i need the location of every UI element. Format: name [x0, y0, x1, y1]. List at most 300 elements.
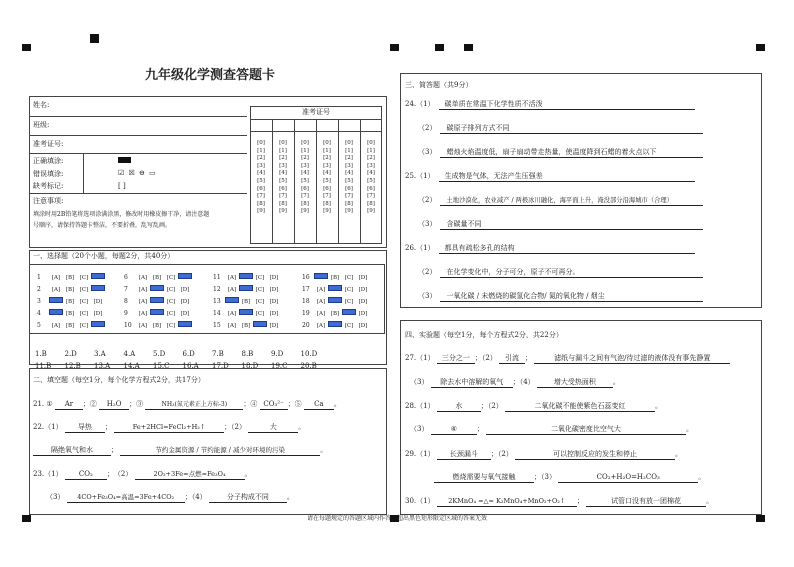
choice-bubble[interactable]: [A]: [51, 323, 61, 329]
exam-id-digit[interactable]: [2]: [301, 155, 309, 162]
exam-id-column: [297, 140, 313, 216]
question-number: （2）: [418, 124, 437, 132]
registration-mark: [390, 44, 399, 51]
class-label: 班级:: [33, 121, 50, 129]
exam-id-digit[interactable]: [9]: [345, 208, 353, 215]
choice-row: [302, 297, 370, 306]
exam-id-digit[interactable]: [4]: [323, 170, 331, 177]
choice-bubble[interactable]: [A]: [138, 323, 148, 329]
choice-bubble[interactable]: [B]: [65, 275, 75, 281]
q23-line2: （3） 4CO+Fe₃O₄=高温=3Fe+4CO₂ ；（4） 分子构成不同 。: [46, 493, 294, 501]
exam-id-digit[interactable]: [7]: [323, 193, 331, 200]
choice-bubble[interactable]: [C]: [166, 299, 176, 305]
choice-bubble[interactable]: [C]: [79, 287, 89, 293]
absent-label: 缺考标记:: [33, 182, 64, 190]
question-number: 15: [213, 322, 221, 329]
choice-row: [124, 309, 192, 318]
choice-bubble[interactable]: [B]: [152, 323, 162, 329]
question-number: 7: [124, 286, 128, 293]
exam-id-digit[interactable]: [3]: [367, 162, 375, 169]
answer-field[interactable]: 可以控制反应的发生和停止: [515, 450, 675, 460]
choice-bubble[interactable]: [D]: [269, 275, 279, 281]
answer-key: 10.D: [300, 350, 318, 358]
choice-bubble[interactable]: [D]: [358, 311, 368, 317]
exam-id-column: [319, 140, 335, 216]
question-number: 12: [213, 286, 221, 293]
answer-field[interactable]: 碳原子排列方式不同: [440, 124, 703, 134]
choice-bubble[interactable]: [B]: [65, 299, 75, 305]
choice-bubble[interactable]: [150, 309, 164, 315]
choice-bubble[interactable]: [C]: [79, 299, 89, 305]
choice-bubble[interactable]: [C]: [255, 299, 265, 305]
choice-bubble[interactable]: [A]: [138, 275, 148, 281]
q28-line2: （3） ④ ； 二氧化碳密度比空气大 。: [410, 425, 693, 433]
exam-id-digit[interactable]: [1]: [301, 147, 309, 154]
choice-bubble[interactable]: [C]: [166, 275, 176, 281]
exam-id-digit[interactable]: [0]: [301, 140, 309, 146]
answer-field[interactable]: 碳单质在常温下化学性质不活泼: [439, 100, 695, 110]
question-number: （3）: [418, 292, 437, 300]
q27-line2: （3） 除去水中溶解的氧气 ；（4） 增大受热面积 。: [410, 378, 620, 386]
choice-row: [302, 309, 370, 318]
exam-id-digit[interactable]: [7]: [279, 193, 287, 200]
answer-field[interactable]: 生成物是气体，无法产生压强差: [439, 172, 695, 182]
exam-id-digit[interactable]: [5]: [323, 177, 331, 184]
notice-text: 填涂时用2B铅笔将选项涂满涂黑，修改时用橡皮擦干净，请注意题: [33, 211, 210, 218]
exam-id-digit[interactable]: [9]: [301, 208, 309, 215]
answer-key: 12.B: [64, 362, 81, 370]
choice-bubble[interactable]: [A]: [138, 299, 148, 305]
exam-id-digit[interactable]: [1]: [257, 147, 265, 154]
section-3-title: 三、简答题（共9分）: [405, 81, 473, 89]
registration-mark: [756, 44, 765, 51]
exam-id-digit[interactable]: [8]: [301, 200, 309, 207]
choice-bubble[interactable]: [D]: [93, 299, 103, 305]
section-4-title: 四、实验题（每空1分，每个方程式2分，共22分）: [405, 331, 563, 339]
choice-row: [124, 321, 192, 330]
choice-bubble[interactable]: [D]: [358, 275, 368, 281]
question-number: 17: [302, 286, 310, 293]
exam-id-digit[interactable]: [1]: [367, 147, 375, 154]
question-number: 20: [302, 322, 310, 329]
answer-field[interactable]: 蜡烛火焰温度低，扇子扇动带走热量，使温度降到石蜡的着火点以下: [440, 148, 703, 158]
exam-id-digit[interactable]: [9]: [367, 208, 375, 215]
answer-field[interactable]: 二氧化碳不能使紫色石蕊变红: [505, 402, 655, 412]
choice-bubble[interactable]: [D]: [358, 287, 368, 293]
choice-row: [124, 297, 192, 306]
exam-id-digit[interactable]: [8]: [345, 200, 353, 207]
exam-id-digit[interactable]: [5]: [345, 177, 353, 184]
question-number: 26.（1）: [405, 244, 435, 252]
choice-bubble[interactable]: [91, 285, 105, 291]
registration-mark: [90, 34, 99, 43]
choice-bubble[interactable]: [C]: [166, 287, 176, 293]
choice-bubble[interactable]: [49, 297, 63, 303]
exam-id-digit[interactable]: [1]: [279, 147, 287, 154]
exam-id-digit[interactable]: [4]: [257, 170, 265, 177]
choice-bubble[interactable]: [A]: [316, 311, 326, 317]
question-number: 11: [213, 274, 221, 281]
q22-line2: 隔绝氧气和水 ； 节约金属资源 / 节约能源 / 减少对环境的污染 。: [33, 446, 327, 456]
question-number: （3）: [418, 220, 437, 228]
choice-bubble[interactable]: [178, 273, 192, 279]
question-number: （3）: [418, 148, 437, 156]
choice-bubble[interactable]: [D]: [269, 311, 279, 317]
question-number: 10: [124, 322, 132, 329]
choice-row: [124, 285, 192, 294]
choice-bubble[interactable]: [150, 297, 164, 303]
choice-bubble[interactable]: [328, 285, 342, 291]
question-number: 18: [302, 298, 310, 305]
choice-bubble[interactable]: [D]: [358, 323, 368, 329]
answer-field[interactable]: Ar: [55, 400, 83, 410]
choice-bubble[interactable]: [328, 297, 342, 303]
question-number: 3: [37, 298, 41, 305]
choice-bubble[interactable]: [A]: [51, 275, 61, 281]
q27: 27.（1） 三分之一 ；（2） 引流 ； 滤纸与漏斗之间有气泡/待过滤的液体没有事先静置: [405, 354, 730, 364]
exam-id-digit[interactable]: [7]: [257, 193, 265, 200]
question-number: 1: [37, 274, 41, 281]
short-answer-line: [418, 220, 703, 230]
exam-id-digit[interactable]: [9]: [257, 208, 265, 215]
short-answer-line: [405, 100, 695, 110]
choice-row: [302, 321, 370, 330]
question-number: 6: [124, 274, 128, 281]
exam-id-digit[interactable]: [0]: [323, 140, 331, 146]
choice-bubble[interactable]: [A]: [227, 275, 237, 281]
answer-field[interactable]: CO₂: [65, 470, 107, 480]
registration-mark: [22, 44, 31, 51]
choice-row: [213, 273, 281, 282]
exam-id-digit[interactable]: [8]: [323, 200, 331, 207]
answer-key: 5.D: [153, 350, 166, 358]
answer-field[interactable]: Fe+2HCl=FeCl₂+H₂↑: [114, 423, 224, 433]
exam-id-digit[interactable]: [4]: [345, 170, 353, 177]
q29-line2: 燃烧需要与氧气接触 ；（3） CO₂+H₂O=H₂CO₃ 。: [434, 473, 705, 483]
answer-key: 14.A: [123, 362, 140, 370]
choice-row: [37, 321, 105, 330]
choice-bubble[interactable]: [A]: [227, 323, 237, 329]
answer-field[interactable]: 2KMnO₄ =△= K₂MnO₄+MnO₂+O₂↑: [437, 497, 577, 507]
exam-id-column: [363, 140, 379, 216]
footer-note: 请在每题规定的答题区域内作答，超出黑色矩形限定区域的答案无效: [306, 515, 487, 522]
wrong-fill-samples: ☑ ☒ ⊖ ▭: [118, 169, 157, 177]
exam-id-digit[interactable]: [3]: [323, 162, 331, 169]
answer-field[interactable]: 二氧化碳密度比空气大: [486, 425, 686, 435]
exam-id-digit[interactable]: [8]: [367, 200, 375, 207]
choice-row: [213, 297, 281, 306]
exam-id-digit[interactable]: [4]: [301, 170, 309, 177]
answer-field[interactable]: 土地沙漠化，农业减产 / 两极冰川融化，海平面上升，淹没部分沿海城市（合理）: [440, 196, 703, 206]
choice-bubble[interactable]: [C]: [344, 299, 354, 305]
exam-id-digit[interactable]: [9]: [323, 208, 331, 215]
answer-field[interactable]: 导热: [65, 423, 105, 433]
choice-bubble[interactable]: [D]: [269, 299, 279, 305]
question-number: 19: [302, 310, 310, 317]
question-number: 2: [37, 286, 41, 293]
choice-bubble[interactable]: [D]: [93, 311, 103, 317]
choice-bubble[interactable]: [B]: [152, 275, 162, 281]
short-answer-line: [418, 148, 703, 158]
exam-id-column: [275, 140, 291, 216]
choice-bubble[interactable]: [C]: [166, 311, 176, 317]
choice-bubble[interactable]: [253, 321, 267, 327]
answer-field[interactable]: 增大受热面积: [537, 378, 613, 388]
choice-bubble[interactable]: [B]: [65, 323, 75, 329]
answer-field[interactable]: 引流: [499, 354, 525, 364]
short-answer-line: [405, 172, 695, 182]
answer-key: 18.D: [241, 362, 259, 370]
answer-field[interactable]: 除去水中溶解的氧气: [431, 378, 513, 388]
choice-bubble[interactable]: [49, 309, 63, 315]
choice-bubble[interactable]: [D]: [358, 299, 368, 305]
answer-key: 6.D: [182, 350, 195, 358]
answer-key: 13.A: [94, 362, 111, 370]
question-number: 14: [213, 310, 221, 317]
choice-bubble[interactable]: [B]: [330, 311, 340, 317]
choice-bubble[interactable]: [91, 273, 105, 279]
choice-bubble[interactable]: [C]: [344, 287, 354, 293]
answer-field[interactable]: 长颈漏斗: [437, 450, 491, 460]
choice-bubble[interactable]: [150, 285, 164, 291]
answer-field[interactable]: 在化学变化中，分子可分，原子不可再分。: [440, 268, 703, 278]
short-answer-line: [418, 124, 703, 134]
choice-bubble[interactable]: [A]: [316, 323, 326, 329]
exam-id-digit[interactable]: [2]: [279, 155, 287, 162]
answer-field[interactable]: Ca: [304, 400, 334, 410]
choice-row: [37, 297, 105, 306]
choice-bubble[interactable]: [A]: [51, 287, 61, 293]
answer-field[interactable]: 滤纸与漏斗之间有气泡/待过滤的液体没有事先静置: [534, 354, 730, 364]
answer-field[interactable]: ④: [431, 425, 477, 435]
answer-key: 11.B: [35, 362, 52, 370]
question-number: （2）: [418, 268, 437, 276]
answer-key: 19.C: [271, 362, 288, 370]
answer-field[interactable]: 燃烧需要与氧气接触: [434, 473, 534, 483]
exam-id-digit[interactable]: [2]: [257, 155, 265, 162]
answer-field[interactable]: CO₂+H₂O=H₂CO₃: [558, 473, 698, 483]
choice-bubble[interactable]: [C]: [344, 275, 354, 281]
choice-bubble[interactable]: [B]: [65, 311, 75, 317]
choice-bubble[interactable]: [178, 321, 192, 327]
answer-field[interactable]: 一氧化碳 / 未燃烧的碳氢化合物/ 氮的氧化物 / 烟尘: [440, 292, 703, 302]
exam-id-digit[interactable]: [2]: [323, 155, 331, 162]
exam-id-digit[interactable]: [0]: [345, 140, 353, 146]
answer-field[interactable]: 4CO+Fe₃O₄=高温=3Fe+4CO₂: [67, 493, 185, 503]
choice-bubble[interactable]: [239, 273, 253, 279]
question-number: 8: [124, 298, 128, 305]
exam-id-digit[interactable]: [1]: [323, 147, 331, 154]
answer-field[interactable]: H₂O: [99, 400, 129, 410]
exam-id-digit[interactable]: [6]: [257, 185, 265, 192]
exam-id-digit[interactable]: [5]: [279, 177, 287, 184]
exam-id-digit[interactable]: [8]: [279, 200, 287, 207]
exam-id-digit[interactable]: [5]: [301, 177, 309, 184]
question-number: 13: [213, 298, 221, 305]
exam-id-digit[interactable]: [2]: [367, 155, 375, 162]
name-label: 姓名:: [33, 101, 50, 109]
answer-field[interactable]: NH₃(氮元素正上方标-3): [145, 400, 243, 410]
choice-bubble[interactable]: [239, 309, 253, 315]
short-answer-line: [418, 292, 703, 302]
answer-field[interactable]: 水: [437, 402, 481, 412]
choice-row: [302, 285, 370, 294]
exam-id-column: [341, 140, 357, 216]
notice-text: 号顺序，请保持答题卡整洁，不要折叠，乱写乱画。: [33, 222, 172, 229]
q21: 21. ① Ar ；② H₂O ；③ NH₃(氮元素正上方标-3) ；④ CO₃²⁻ ；⑤ Ca 。: [33, 400, 341, 408]
choice-bubble[interactable]: [C]: [79, 311, 89, 317]
choice-bubble[interactable]: [314, 273, 328, 279]
correct-fill-sample: [118, 157, 131, 163]
choice-row: [37, 285, 105, 294]
choice-bubble[interactable]: [D]: [180, 299, 190, 305]
section-4-panel: [400, 320, 762, 515]
answer-field[interactable]: 都具有疏松多孔的结构: [439, 244, 695, 254]
choice-row: [302, 273, 370, 282]
exam-id-digit[interactable]: [1]: [345, 147, 353, 154]
exam-id-digit[interactable]: [0]: [367, 140, 375, 146]
q28: 28.（1） 水 ；（2） 二氧化碳不能使紫色石蕊变红 。: [405, 402, 663, 410]
absent-checkbox[interactable]: [ ]: [118, 182, 126, 190]
answer-field[interactable]: 分子构成不同: [209, 493, 287, 503]
exam-id-digit[interactable]: [6]: [301, 185, 309, 192]
question-number: 16: [302, 274, 310, 281]
answer-field[interactable]: 试管口没有放一团棉花: [586, 497, 706, 507]
choice-bubble[interactable]: [C]: [79, 323, 89, 329]
exam-id-digit[interactable]: [6]: [345, 185, 353, 192]
exam-id-digit[interactable]: [7]: [367, 193, 375, 200]
exam-id-digit[interactable]: [6]: [323, 185, 331, 192]
answer-field[interactable]: 含碳量不同: [440, 220, 703, 230]
choice-row: [37, 273, 105, 282]
answer-field[interactable]: 节约金属资源 / 节约能源 / 减少对环境的污染: [120, 446, 320, 456]
section-2-title: 二、填空题（每空1分，每个化学方程式2分，共17分）: [33, 376, 205, 384]
choice-bubble[interactable]: [A]: [316, 299, 326, 305]
q30: 30.（1） 2KMnO₄ =△= K₂MnO₄+MnO₂+O₂↑ ； 试管口没有放一团棉花 。: [405, 497, 714, 505]
choice-bubble[interactable]: [225, 297, 239, 303]
choice-bubble[interactable]: [B]: [65, 287, 75, 293]
answer-field[interactable]: 三分之一: [437, 354, 475, 364]
choice-bubble[interactable]: [C]: [166, 323, 176, 329]
choice-bubble[interactable]: [B]: [241, 299, 251, 305]
exam-id-digit[interactable]: [4]: [367, 170, 375, 177]
exam-id-title: 准考证号: [302, 108, 330, 116]
question-number: 25.（1）: [405, 172, 435, 180]
exam-id-digit[interactable]: [5]: [367, 177, 375, 184]
wrong-fill-label: 错误填涂:: [33, 170, 64, 178]
choice-bubble[interactable]: [D]: [180, 287, 190, 293]
exam-id-digit[interactable]: [0]: [257, 140, 265, 146]
answer-field[interactable]: 大: [248, 423, 298, 433]
page-title: 九年级化学测查答题卡: [144, 68, 275, 83]
answer-key: 17.D: [212, 362, 229, 370]
answer-key: 7.B: [212, 350, 224, 358]
exam-id-digit[interactable]: [2]: [345, 155, 353, 162]
exam-id-digit[interactable]: [8]: [257, 200, 265, 207]
choice-bubble[interactable]: [D]: [180, 311, 190, 317]
exam-id-digit[interactable]: [6]: [279, 185, 287, 192]
choice-bubble[interactable]: [A]: [138, 311, 148, 317]
answer-key: 15.C: [153, 362, 170, 370]
exam-id-digit[interactable]: [7]: [301, 193, 309, 200]
choice-row: [213, 285, 281, 294]
choice-bubble[interactable]: [C]: [255, 287, 265, 293]
choice-bubble[interactable]: [D]: [269, 323, 279, 329]
choice-bubble[interactable]: [C]: [255, 275, 265, 281]
notice-title: 注意事项:: [33, 197, 64, 205]
choice-bubble[interactable]: [C]: [79, 275, 89, 281]
exam-id-digit[interactable]: [4]: [279, 170, 287, 177]
choice-row: [37, 309, 105, 318]
choice-bubble[interactable]: [A]: [316, 287, 326, 293]
short-answer-line: [405, 244, 695, 254]
answer-key: 3.A: [94, 350, 106, 358]
registration-mark: [464, 44, 473, 51]
short-answer-line: [418, 268, 703, 278]
q22: 22.（1） 导热 ； Fe+2HCl=FeCl₂+H₂↑ ；（2） 大 。: [33, 423, 306, 431]
question-number: 9: [124, 310, 128, 317]
registration-mark: [435, 44, 444, 51]
exam-id-digit[interactable]: [3]: [257, 162, 265, 169]
section-1-title: 一、选择题（20个小题，每题2分，共40分）: [33, 252, 175, 260]
exam-id-digit[interactable]: [9]: [279, 208, 287, 215]
answer-key: 20.B: [300, 362, 317, 370]
choice-bubble[interactable]: [B]: [330, 275, 340, 281]
choice-bubble[interactable]: [91, 321, 105, 327]
choice-bubble[interactable]: [342, 309, 356, 315]
question-number: 4: [37, 310, 41, 317]
choice-bubble[interactable]: [A]: [227, 311, 237, 317]
choice-bubble[interactable]: [C]: [255, 311, 265, 317]
exam-id-digit[interactable]: [0]: [279, 140, 287, 146]
choice-bubble[interactable]: [A]: [138, 287, 148, 293]
question-number: 24.（1）: [405, 100, 435, 108]
choice-bubble[interactable]: [B]: [241, 323, 251, 329]
choice-bubble[interactable]: [239, 285, 253, 291]
question-number: （2）: [418, 196, 437, 204]
correct-fill-label: 正确填涂:: [33, 157, 64, 165]
answer-key: 2.D: [64, 350, 77, 358]
answer-key: 1.B: [35, 350, 47, 358]
answer-key: 4.A: [123, 350, 136, 358]
exam-id-digit[interactable]: [6]: [367, 185, 375, 192]
choice-bubble[interactable]: [328, 321, 342, 327]
answer-key: 8.B: [241, 350, 254, 358]
exam-id-digit[interactable]: [3]: [301, 162, 309, 169]
exam-no-label: 准考证号:: [33, 140, 64, 148]
q29: 29.（1） 长颈漏斗 ；（2） 可以控制反应的发生和停止 。: [405, 450, 683, 458]
choice-row: [213, 321, 281, 330]
answer-key: 9.D: [271, 350, 284, 358]
choice-bubble[interactable]: [C]: [344, 323, 354, 329]
exam-id-digit[interactable]: [5]: [257, 177, 265, 184]
choice-row: [124, 273, 192, 282]
answer-field[interactable]: CO₃²⁻: [260, 400, 288, 410]
question-number: 5: [37, 322, 41, 329]
answer-key: 16.A: [182, 362, 199, 370]
choice-row: [213, 309, 281, 318]
choice-bubble[interactable]: [D]: [269, 287, 279, 293]
exam-id-digit[interactable]: [3]: [279, 162, 287, 169]
choice-bubble[interactable]: [A]: [227, 287, 237, 293]
answer-field[interactable]: 2O₂+3Fe=点燃=Fe₃O₄: [135, 470, 245, 480]
short-answer-line: [418, 196, 703, 206]
exam-id-digit[interactable]: [3]: [345, 162, 353, 169]
exam-id-digit[interactable]: [7]: [345, 193, 353, 200]
exam-id-column: [253, 140, 269, 216]
answer-field[interactable]: 隔绝氧气和水: [33, 446, 111, 456]
q23: 23.（1） CO₂ ； （2） 2O₂+3Fe=点燃=Fe₃O₄ 。: [33, 470, 252, 478]
